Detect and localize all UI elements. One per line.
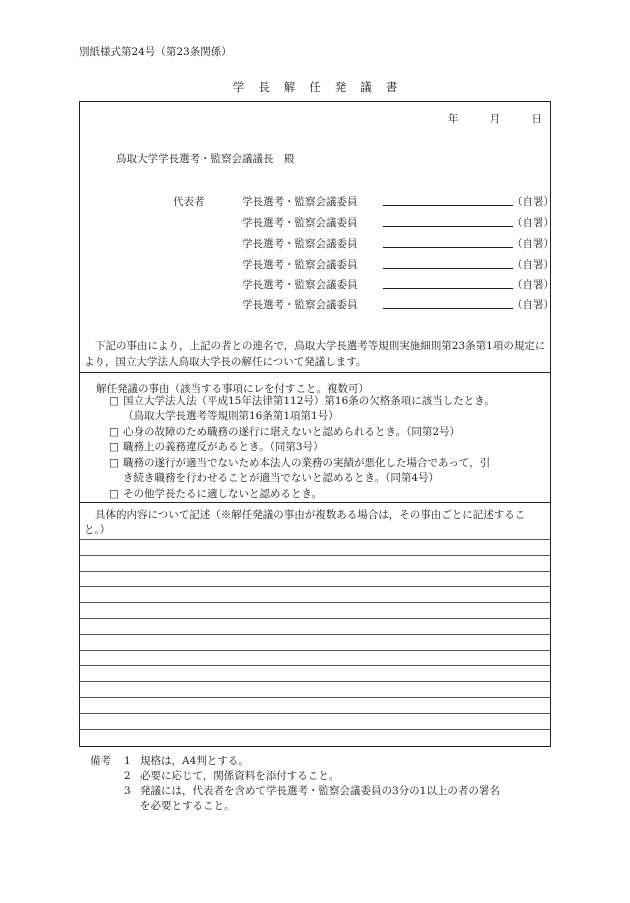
notes-label: 備考 <box>90 755 111 767</box>
form-number-label: 別紙様式第24号（第23条関係） <box>79 46 232 58</box>
ruled-line <box>79 555 551 556</box>
ruled-line <box>79 665 551 666</box>
member-role: 学長選考・監察会議委員 <box>242 238 358 250</box>
note-number: 2 <box>124 770 131 782</box>
reasons-heading: 解任発議の事由（該当する事項にレを付すこと。複数可） <box>96 383 369 395</box>
ruled-line <box>79 650 551 651</box>
reason-text-cont: （鳥取大学長選考等規則第16条第1項第1号） <box>123 410 339 422</box>
ruled-line <box>79 571 551 572</box>
self-sign-label: （自署） <box>512 299 554 311</box>
detail-heading: 具体的内容について記述（※解任発議の事由が複数ある場合は，その事由ごとに記述すること。） <box>84 509 526 536</box>
signature-line[interactable] <box>383 226 513 227</box>
date-year: 年 <box>447 113 459 125</box>
ruled-line <box>79 586 551 587</box>
ruled-line <box>79 539 551 540</box>
self-sign-label: （自署） <box>512 217 554 229</box>
note-item <box>90 784 500 799</box>
checkbox-icon[interactable]: □ <box>109 441 119 453</box>
self-sign-label: （自署） <box>512 238 554 250</box>
reason-text-cont: き続き職務を行わせることが適当でないと認めるとき。（同第4号） <box>123 472 440 484</box>
member-role: 学長選考・監察会議委員 <box>242 299 358 311</box>
date-day: 日 <box>531 113 542 125</box>
ruled-line <box>79 713 551 714</box>
signature-line[interactable] <box>383 247 513 248</box>
checkbox-icon[interactable]: □ <box>109 488 119 500</box>
reason-text: 職務上の義務違反があるとき。（同第3号） <box>123 441 324 453</box>
reason-item[interactable] <box>109 440 546 455</box>
checkbox-icon[interactable]: □ <box>109 426 119 438</box>
reason-item[interactable] <box>109 425 546 440</box>
date-field[interactable] <box>420 111 542 126</box>
note-item <box>90 754 500 769</box>
self-sign-label: （自署） <box>512 279 554 291</box>
reason-text: 心身の故障のため職務の遂行に堪えないと認められるとき。（同第2号） <box>123 426 461 438</box>
reason-text: その他学長たるに適しないと認めるとき。 <box>123 488 323 500</box>
signature-line[interactable] <box>383 268 513 269</box>
reason-text: 国立大学法人法（平成15年法律第112号）第16条の欠格条項に該当したとき。 <box>123 395 495 407</box>
note-number: 1 <box>124 755 131 767</box>
ruled-line <box>79 634 551 635</box>
ruled-line <box>79 681 551 682</box>
reason-item[interactable] <box>109 456 546 486</box>
reason-item[interactable] <box>109 394 546 424</box>
section-divider-detail <box>79 502 551 503</box>
representative-label: 代表者 <box>173 196 205 208</box>
reason-text: 職務の遂行が適当でないため本法人の業務の実績が悪化した場合であって，引 <box>123 457 491 469</box>
note-number: 3 <box>124 785 131 797</box>
note-text-cont: を必要とすること。 <box>140 800 235 812</box>
member-role: 学長選考・監察会議委員 <box>242 217 358 229</box>
checkbox-icon[interactable]: □ <box>109 457 119 469</box>
ruled-line <box>79 729 551 730</box>
member-role: 学長選考・監察会議委員 <box>242 196 358 208</box>
member-role: 学長選考・監察会議委員 <box>242 259 358 271</box>
proposal-statement: 下記の事由により，上記の者との連名で，鳥取大学長選考等規則実施細則第23条第1項の規定により，国立大学法人鳥取大学長の解任について発議します。 <box>84 340 546 368</box>
ruled-line <box>79 602 551 603</box>
self-sign-label: （自署） <box>512 259 554 271</box>
ruled-line <box>79 697 551 698</box>
checkbox-icon[interactable]: □ <box>109 395 119 407</box>
member-role: 学長選考・監察会議委員 <box>242 279 358 291</box>
signature-line[interactable] <box>383 288 513 289</box>
note-item <box>90 769 500 784</box>
note-text: 規格は，A4判とする。 <box>140 755 249 767</box>
self-sign-label: （自署） <box>512 196 554 208</box>
addressee: 鳥取大学学長選考・監察会議議長 殿 <box>116 153 295 165</box>
section-divider-reasons <box>79 372 551 373</box>
note-text: 発議には，代表者を含めて学長選考・監察会議委員の3分の1以上の者の署名 <box>140 785 500 797</box>
document-title: 学長解任発議書 <box>232 80 412 94</box>
note-text: 必要に応じて，関係資料を添付すること。 <box>140 770 340 782</box>
ruled-line <box>79 618 551 619</box>
notes-section <box>90 754 500 814</box>
reason-item[interactable] <box>109 487 546 502</box>
signature-line[interactable] <box>383 308 513 309</box>
date-month: 月 <box>489 113 501 125</box>
signature-line[interactable] <box>383 205 513 206</box>
